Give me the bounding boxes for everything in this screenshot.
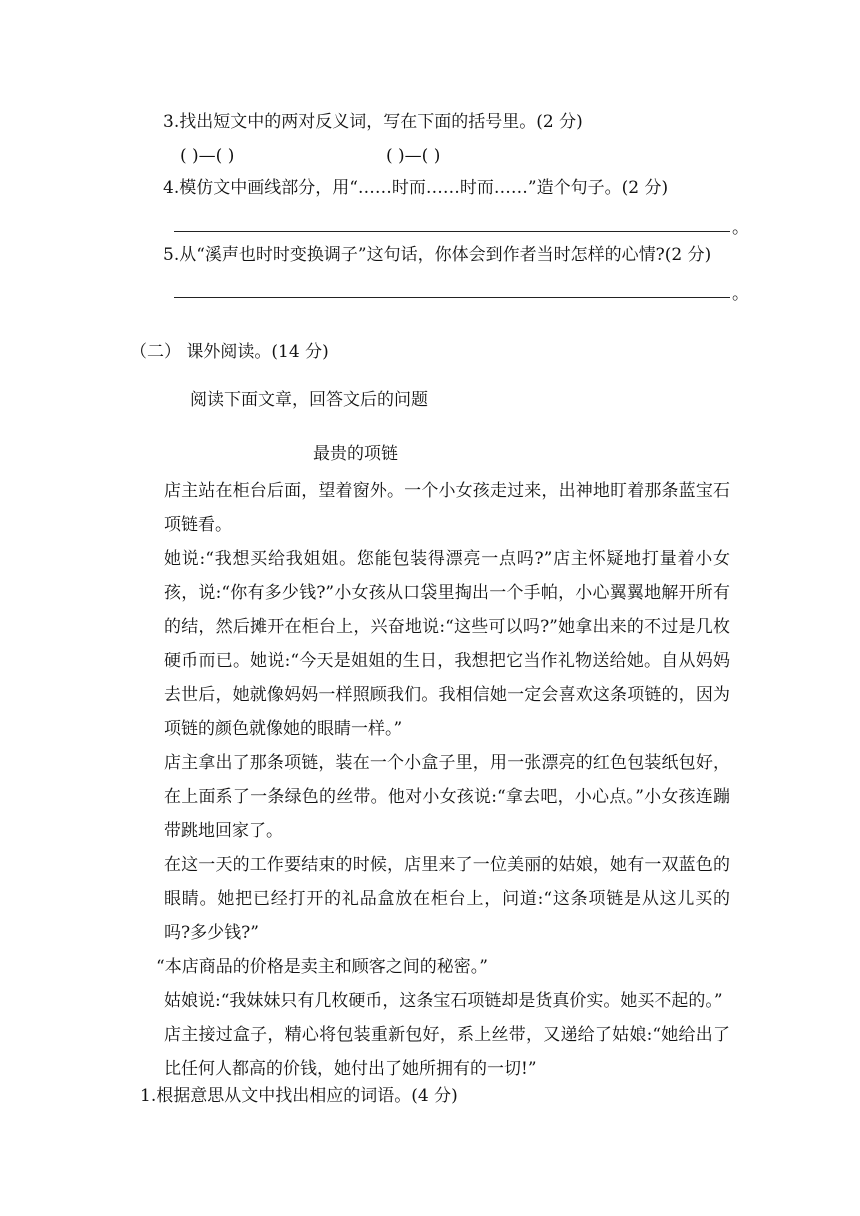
- passage-paragraph: 店主拿出了那条项链，装在一个小盒子里，用一张漂亮的红色包装纸包好，在上面系了一条绿色的丝带。他对小女孩说:“拿去吧，小心点。”小女孩连蹦带跳地回家了。: [164, 753, 730, 841]
- passage-paragraph: 她说:“我想买给我姐姐。您能包装得漂亮一点吗?”店主怀疑地打量着小女孩，说:“你有多少钱?”小女孩从口袋里掏出一个手帕，小心翼翼地解开所有的结，然后摊开在柜台上，兴奋地说:“这些可以吗?”她拿出来的不过是几枚硬币而已。她说:“今天是姐姐的生日，我想把它当作礼物送给她。自从妈妈去世后，她就像妈妈一样照顾我们。我相信她一定会喜欢这条项链的，因为项链的颜色就像她的眼睛一样。”: [164, 549, 730, 739]
- passage-paragraph: “本店商品的价格是卖主和顾客之间的秘密。”: [156, 957, 488, 977]
- q3-text: 3.找出短文中的两对反义词，写在下面的括号里。(2 分): [163, 112, 583, 132]
- q3-blank-pair-2[interactable]: ( )—( ): [386, 146, 441, 166]
- q5-period: 。: [732, 284, 749, 304]
- passage-title: 最贵的项链: [313, 444, 398, 464]
- q4-answer-line[interactable]: [174, 231, 730, 232]
- question-1: 1.根据意思从文中找出相应的词语。(4 分): [140, 1086, 458, 1106]
- q4-text: 4.模仿文中画线部分，用“……时而……时而……”造个句子。(2 分): [163, 178, 669, 198]
- reading-instruction: 阅读下面文章，回答文后的问题: [190, 390, 428, 410]
- passage-paragraph: 姑娘说:“我妹妹只有几枚硬币，这条宝石项链却是货真价实。她买不起的。”: [164, 991, 723, 1011]
- q5-answer-line[interactable]: [174, 297, 730, 298]
- passage-paragraph: 在这一天的工作要结束的时候，店里来了一位美丽的姑娘，她有一双蓝色的眼睛。她把已经打开的礼品盒放在柜台上，问道:“这条项链是从这儿买的吗?多少钱?”: [164, 855, 730, 943]
- passage-paragraph: 店主站在柜台后面，望着窗外。一个小女孩走过来，出神地盯着那条蓝宝石项链看。: [164, 481, 730, 535]
- q5-text: 5.从“溪声也时时变换调子”这句话，你体会到作者当时怎样的心情?(2 分): [163, 245, 712, 265]
- section-heading: （二） 课外阅读。(14 分): [130, 342, 329, 362]
- passage-paragraph: 店主接过盒子，精心将包装重新包好，系上丝带，又递给了姑娘:“她给出了比任何人都高的价钱，她付出了她所拥有的一切!”: [164, 1025, 730, 1079]
- q3-blank-pair-1[interactable]: ( )—( ): [180, 146, 235, 166]
- q4-period: 。: [732, 218, 749, 238]
